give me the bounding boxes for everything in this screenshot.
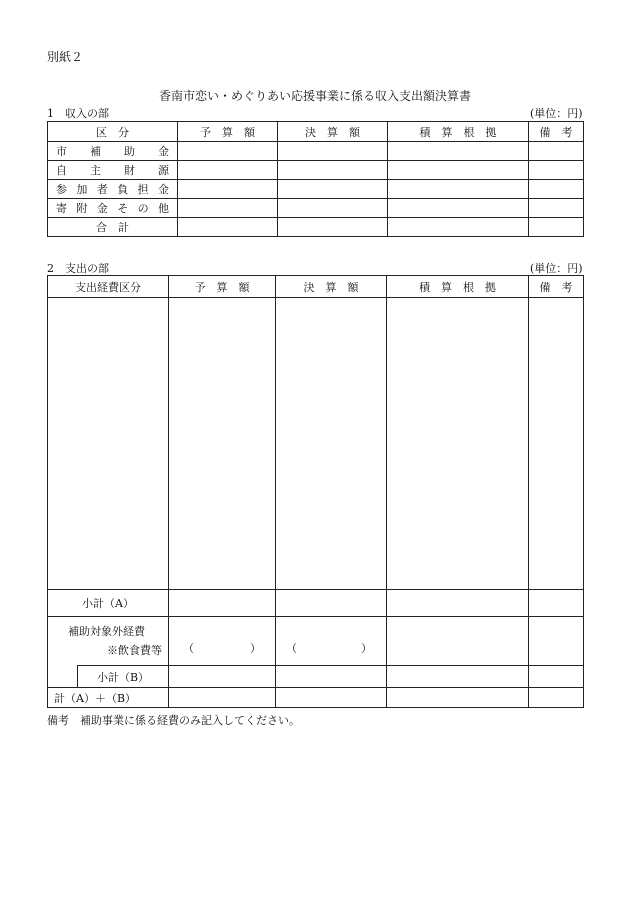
- income-cell[interactable]: [178, 218, 278, 237]
- income-cell[interactable]: [178, 199, 278, 218]
- paren-open: （: [286, 642, 297, 655]
- excluded-expenses-label: [48, 617, 169, 666]
- income-cell[interactable]: [529, 199, 584, 218]
- paren-close: ）: [250, 642, 261, 655]
- expense-category-cell[interactable]: [48, 298, 169, 590]
- expense-cell[interactable]: [387, 590, 529, 617]
- income-cell[interactable]: [529, 180, 584, 199]
- income-header-budget: 予 算 額: [178, 122, 278, 142]
- expense-cell[interactable]: [169, 688, 276, 708]
- expense-header-basis: 積 算 根 拠: [387, 276, 529, 298]
- income-cell[interactable]: [278, 199, 388, 218]
- income-cell[interactable]: [388, 199, 529, 218]
- income-row-donations-other: [48, 199, 584, 218]
- expense-excluded-row: [48, 617, 584, 666]
- income-heading: 1 収入の部: [47, 107, 109, 120]
- subtotal-a-label: 小計（A）: [48, 590, 169, 617]
- expense-table: [47, 275, 584, 708]
- expense-remarks-cell[interactable]: [529, 298, 584, 590]
- income-cell[interactable]: [278, 180, 388, 199]
- income-cell[interactable]: [178, 142, 278, 161]
- expense-cell[interactable]: [169, 590, 276, 617]
- income-cell[interactable]: [178, 180, 278, 199]
- expense-unit: (単位：円): [530, 262, 583, 275]
- excluded-line2: ※飲食費等: [107, 644, 162, 657]
- subtotal-b-label: 小計（B）: [78, 666, 169, 688]
- expense-cell[interactable]: [276, 666, 387, 688]
- income-row-label: 市補助金: [48, 142, 178, 161]
- remarks-note: 備考 補助事業に係る経費のみ記入してください。: [47, 714, 300, 727]
- excluded-budget-cell[interactable]: [169, 617, 276, 666]
- grand-total-label: 計（A）＋（B）: [48, 688, 169, 708]
- document-title: 香南市恋い・めぐりあい応援事業に係る収入支出額決算書: [158, 89, 471, 103]
- expense-header-row: [48, 276, 584, 298]
- income-header-category: 区 分: [48, 122, 178, 142]
- income-cell[interactable]: [278, 142, 388, 161]
- expense-header-actual: 決 算 額: [276, 276, 387, 298]
- income-cell[interactable]: [388, 161, 529, 180]
- income-row-city-subsidy: [48, 142, 584, 161]
- income-header-basis: 積 算 根 拠: [388, 122, 529, 142]
- income-row-own-funds: [48, 161, 584, 180]
- expense-body-row: [48, 298, 584, 590]
- expense-cell[interactable]: [529, 688, 584, 708]
- expense-cell[interactable]: [276, 688, 387, 708]
- income-row-total: [48, 218, 584, 237]
- income-row-participant-fees: [48, 180, 584, 199]
- income-total-label: 合 計: [48, 218, 178, 237]
- income-row-label: 自主財源: [48, 161, 178, 180]
- expense-header-budget: 予 算 額: [169, 276, 276, 298]
- income-cell[interactable]: [178, 161, 278, 180]
- income-row-label: 寄附金その他: [48, 199, 178, 218]
- expense-cell[interactable]: [529, 617, 584, 666]
- expense-cell[interactable]: [169, 666, 276, 688]
- subtotal-b-indent: [48, 666, 78, 688]
- paren-close: ）: [361, 642, 372, 655]
- paren-open: （: [183, 642, 194, 655]
- income-cell[interactable]: [529, 161, 584, 180]
- expense-grand-total-row: [48, 688, 584, 708]
- expense-cell[interactable]: [529, 590, 584, 617]
- income-cell[interactable]: [529, 142, 584, 161]
- income-header-remarks: 備 考: [529, 122, 584, 142]
- income-cell[interactable]: [278, 161, 388, 180]
- expense-cell[interactable]: [387, 666, 529, 688]
- excluded-line1: 補助対象外経費: [68, 625, 145, 638]
- expense-cell[interactable]: [387, 688, 529, 708]
- expense-heading: 2 支出の部: [47, 262, 109, 275]
- expense-header-remarks: 備 考: [529, 276, 584, 298]
- income-row-label: 参加者負担金: [48, 180, 178, 199]
- income-cell[interactable]: [388, 218, 529, 237]
- income-header-row: [48, 122, 584, 142]
- expense-cell[interactable]: [387, 617, 529, 666]
- income-header-actual: 決 算 額: [278, 122, 388, 142]
- attachment-label: 別紙２: [47, 50, 84, 64]
- income-unit: (単位：円): [530, 107, 583, 120]
- income-cell[interactable]: [278, 218, 388, 237]
- expense-subtotal-b-row: [48, 666, 584, 688]
- excluded-actual-cell[interactable]: [276, 617, 387, 666]
- expense-actual-cell[interactable]: [276, 298, 387, 590]
- expense-header-category: 支出経費区分: [48, 276, 169, 298]
- expense-budget-cell[interactable]: [169, 298, 276, 590]
- income-cell[interactable]: [388, 180, 529, 199]
- expense-subtotal-a-row: [48, 590, 584, 617]
- expense-basis-cell[interactable]: [387, 298, 529, 590]
- expense-cell[interactable]: [276, 590, 387, 617]
- expense-cell[interactable]: [529, 666, 584, 688]
- income-cell[interactable]: [529, 218, 584, 237]
- income-cell[interactable]: [388, 142, 529, 161]
- income-table: [47, 121, 584, 237]
